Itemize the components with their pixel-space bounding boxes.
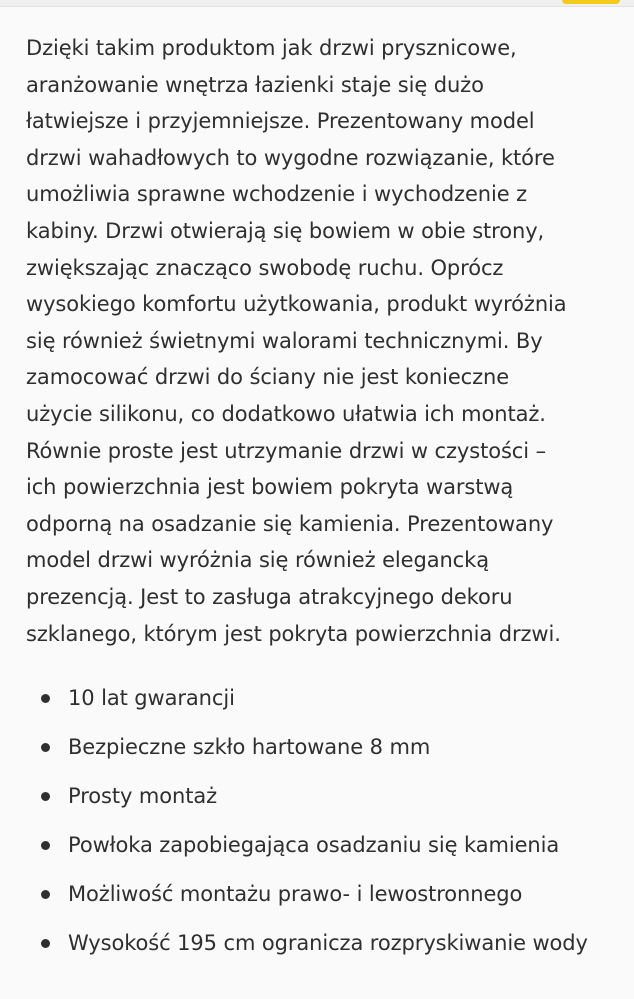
accent-button-edge[interactable] <box>562 0 620 4</box>
feature-item <box>26 680 610 717</box>
top-bar-edge <box>0 0 634 7</box>
description-line: łatwiejsze i przyjemniejsze. Prezentowany model <box>26 109 535 134</box>
feature-list <box>26 680 610 974</box>
bullet-icon <box>41 792 50 801</box>
bullet-icon <box>41 890 50 899</box>
feature-item <box>26 729 610 766</box>
feature-item <box>26 925 610 962</box>
description-line: umożliwia sprawne wchodzenie i wychodzenie z <box>26 182 528 207</box>
feature-label: Bezpieczne szkło hartowane 8 mm <box>68 734 431 759</box>
bullet-icon <box>41 841 50 850</box>
feature-label: 10 lat gwarancji <box>68 686 235 710</box>
feature-item <box>26 876 610 913</box>
feature-label: Prosty montaż <box>68 783 218 808</box>
description-line: Równie proste jest utrzymanie drzwi w czystości – <box>26 438 546 463</box>
bullet-icon <box>41 694 50 703</box>
description-line: model drzwi wyróżnia się również elegancką <box>26 548 489 573</box>
description-line: aranżowanie wnętrza łazienki staje się dużo <box>26 72 484 97</box>
product-description <box>26 30 610 652</box>
description-line: drzwi wahadłowych to wygodne rozwiązanie, które <box>26 145 555 170</box>
description-line: się również świetnymi walorami technicznymi. By <box>26 328 543 353</box>
feature-label: Wysokość 195 cm ogranicza rozpryskiwanie wody <box>68 930 588 955</box>
description-line: szklanego, którym jest pokryta powierzchnia drzwi. <box>26 621 561 646</box>
description-line: odporną na osadzanie się kamienia. Prezentowany <box>26 511 554 536</box>
description-line: użycie silikonu, co dodatkowo ułatwia ich montaż. <box>26 401 546 426</box>
feature-item <box>26 827 610 864</box>
feature-item <box>26 778 610 815</box>
bullet-icon <box>41 939 50 948</box>
description-line: wysokiego komfortu użytkowania, produkt wyróżnia <box>26 292 567 317</box>
feature-label: Możliwość montażu prawo- i lewostronnego <box>68 881 523 906</box>
description-paragraph <box>26 30 610 652</box>
description-line: kabiny. Drzwi otwierają się bowiem w obie strony, <box>26 218 545 243</box>
description-line: prezencją. Jest to zasługa atrakcyjnego dekoru <box>26 584 513 609</box>
description-line: zwiększając znacząco swobodę ruchu. Oprócz <box>26 255 504 280</box>
description-line: ich powierzchnia jest bowiem pokryta warstwą <box>26 475 514 500</box>
description-line: Dzięki takim produktom jak drzwi prysznicowe, <box>26 36 517 60</box>
description-line: zamocować drzwi do ściany nie jest konieczne <box>26 365 510 390</box>
bullet-icon <box>41 743 50 752</box>
feature-label: Powłoka zapobiegająca osadzaniu się kamienia <box>68 832 560 857</box>
